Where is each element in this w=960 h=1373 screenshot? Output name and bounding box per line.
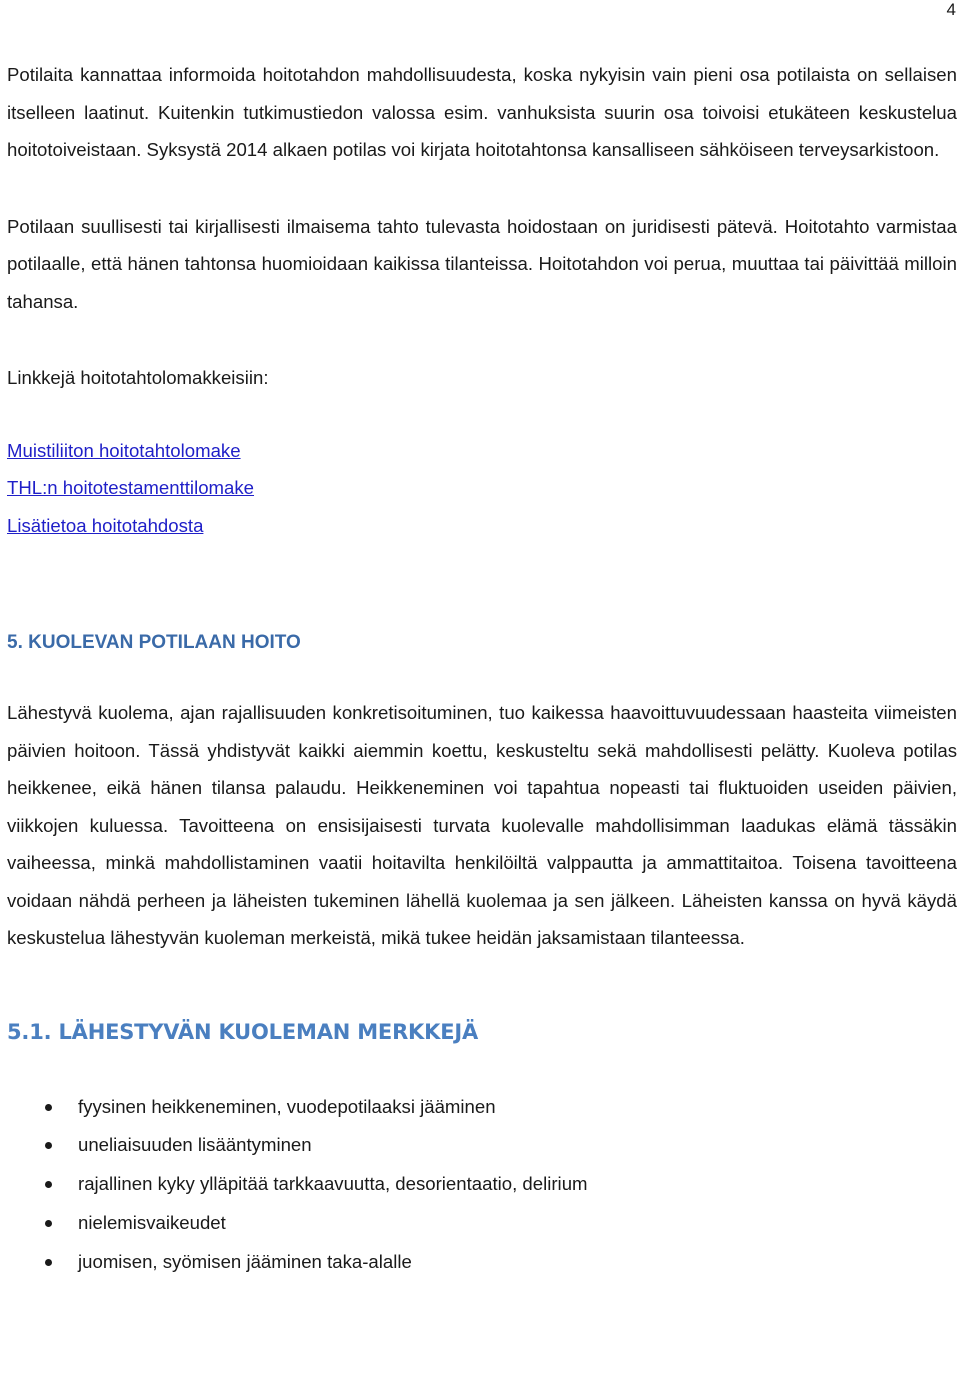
list-item [7,1165,957,1204]
list-item [7,1126,957,1165]
section-paragraph: Lähestyvä kuolema, ajan rajallisuuden konkretisoituminen, tuo kaikessa haavoittuvuudessaan haasteita viimeisten päivien hoitoon. Tässä yhdistyvät kaikki aiemmin koettu, keskusteltu sekä mahdollisesti pelätty. Kuoleva potilas heikkenee, eikä hänen tilansa palaudu. Heikkeneminen voi tapahtua nopeasti tai fluktuoiden useiden päivien, viikkojen kuluessa. Tavoitteena on ensisijaisesti turvata kuolevalle mahdollisimman laadukas elämä tässäkin vaiheessa, minkä mahdollistaminen vaatii hoitavilta henkilöiltä valppautta ja ammattitaitoa. Toisena tavoitteena voidaan nähdä perheen ja läheisten tukeminen lähellä kuolemaa ja sen jälkeen. Läheisten kanssa on hyvä käydä keskustelua lähestyvän kuoleman merkeistä, mikä tukee heidän jaksamistaan tilanteessa. [7,702,957,948]
list-item-text: fyysinen heikkeneminen, vuodepotilaaksi jääminen [78,1095,496,1117]
bullet-icon [45,1259,52,1266]
signs-list [7,1088,957,1282]
bullet-icon [45,1220,52,1227]
link-more-info[interactable]: Lisätietoa hoitotahdosta [7,514,204,536]
links-label: Linkkejä hoitotahtolomakkeisiin: [7,367,269,388]
page-number: 4 [946,0,956,19]
bullet-icon [45,1104,52,1111]
list-item-text: nielemisvaikeudet [78,1211,226,1233]
link-thl-form[interactable]: THL:n hoitotestamenttilomake [7,477,255,498]
bullet-icon [45,1142,52,1149]
list-item [7,1204,957,1243]
list-item-text: juomisen, syömisen jääminen taka-alalle [78,1250,412,1272]
document-body [7,56,957,1281]
subsection-heading: 5.1. LÄHESTYVÄN KUOLEMAN MERKKEJÄ [7,1019,479,1044]
list-item [7,1088,957,1127]
link-muistiliitto-form[interactable]: Muistiliiton hoitotahtolomake [7,439,241,461]
bullet-icon [45,1181,52,1188]
list-item [7,1243,957,1282]
validity-paragraph: Potilaan suullisesti tai kirjallisesti ilmaisema tahto tulevasta hoidostaan on juridisesti pätevä. Hoitotahto varmistaa potilaalle, että hänen tahtonsa huomioidaan kaikissa tilanteissa. Hoitotahdon voi perua, muuttaa tai päivittää milloin tahansa. [7,215,957,312]
link-list [7,432,957,545]
list-item-text: rajallinen kyky ylläpitää tarkkaavuutta, desorientaatio, delirium [78,1173,588,1195]
intro-paragraph: Potilaita kannattaa informoida hoitotahdon mahdollisuudesta, koska nykyisin vain pieni osa potilaista on sellaisen itselleen laatinut. Kuitenkin tutkimustiedon valossa esim. vanhuksista suurin osa toivoisi etukäteen keskustelua hoitotoiveistaan. Syksystä 2014 alkaen potilas voi kirjata hoitotahtonsa kansalliseen sähköiseen terveysarkistoon. [7,64,957,160]
section-heading: 5. KUOLEVAN POTILAAN HOITO [7,632,301,653]
list-item-text: uneliaisuuden lisääntyminen [78,1134,312,1156]
